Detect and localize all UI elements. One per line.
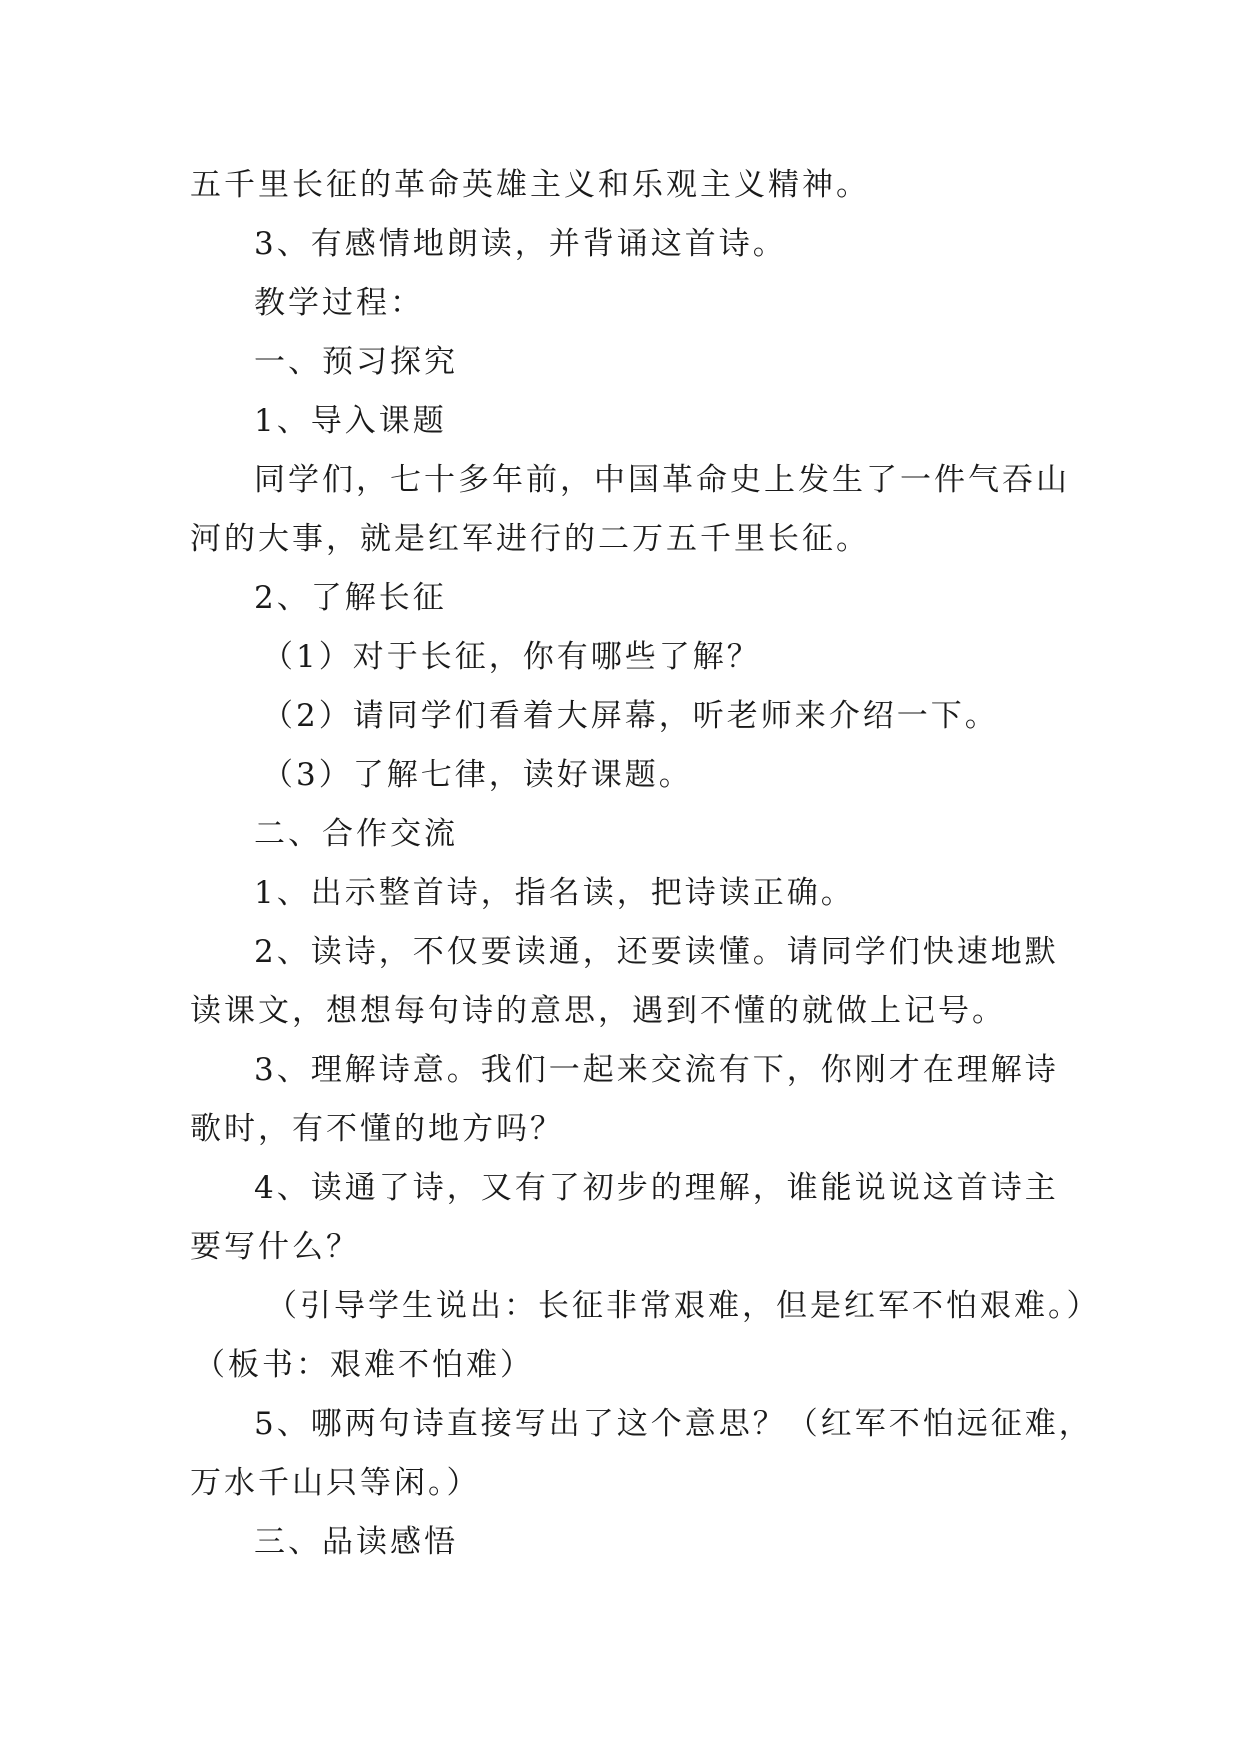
text-line: 4、读通了诗，又有了初步的理解，谁能说说这首诗主 xyxy=(254,1170,1059,1206)
text-line: 3、理解诗意。我们一起来交流有下，你刚才在理解诗 xyxy=(254,1052,1059,1088)
text-line: 同学们，七十多年前，中国革命史上发生了一件气吞山 xyxy=(254,462,1070,498)
list-item: （2）请同学们看着大屏幕，听老师来介绍一下。 xyxy=(262,698,999,734)
text-line: 1、出示整首诗，指名读，把诗读正确。 xyxy=(254,875,855,911)
text-line: （引导学生说出：长征非常艰难，但是红军不怕艰难。） xyxy=(266,1288,1101,1324)
section-label: 教学过程： xyxy=(254,285,424,321)
list-item: （3）了解七律，读好课题。 xyxy=(262,757,693,793)
text-line: 歌时，有不懂的地方吗？ xyxy=(190,1111,564,1147)
list-item: （1）对于长征，你有哪些了解？ xyxy=(262,639,761,675)
text-line: 5、哪两句诗直接写出了这个意思？（红军不怕远征难， xyxy=(254,1406,1093,1442)
section-heading: 一、预习探究 xyxy=(254,344,458,380)
text-line: 万水千山只等闲。） xyxy=(190,1465,481,1501)
text-line: 3、有感情地朗读，并背诵这首诗。 xyxy=(254,226,787,262)
text-line: 2、读诗，不仅要读通，还要读懂。请同学们快速地默 xyxy=(254,934,1059,970)
text-line: （板书：艰难不怕难） xyxy=(194,1347,534,1383)
subsection-heading: 1、导入课题 xyxy=(254,403,447,439)
text-line: 五千里长征的革命英雄主义和乐观主义精神。 xyxy=(190,167,870,203)
text-line: 要写什么？ xyxy=(190,1229,360,1265)
section-heading: 三、品读感悟 xyxy=(254,1524,458,1560)
subsection-heading: 2、了解长征 xyxy=(254,580,447,616)
text-line: 河的大事，就是红军进行的二万五千里长征。 xyxy=(190,521,870,557)
text-line: 读课文，想想每句诗的意思，遇到不懂的就做上记号。 xyxy=(190,993,1006,1029)
section-heading: 二、合作交流 xyxy=(254,816,458,852)
